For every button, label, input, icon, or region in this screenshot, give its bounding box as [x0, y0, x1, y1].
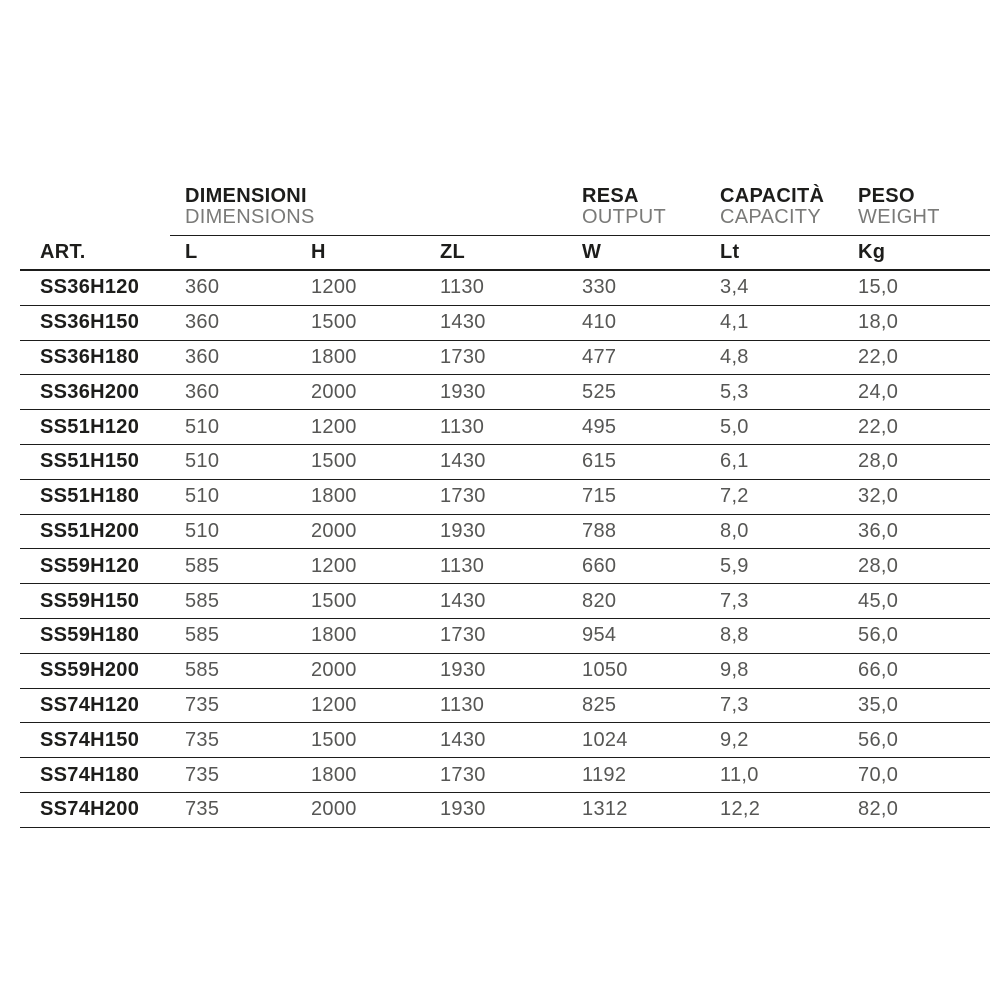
article-code: SS36H120 — [20, 270, 170, 305]
group-weight-label-en: WEIGHT — [858, 206, 940, 228]
spec-value: 715 — [567, 479, 705, 514]
spec-value: 954 — [567, 618, 705, 653]
spec-value: 45,0 — [843, 584, 990, 619]
spec-value: 7,2 — [705, 479, 843, 514]
spec-value: 56,0 — [843, 723, 990, 758]
spec-value: 5,9 — [705, 549, 843, 584]
spec-value: 735 — [170, 792, 296, 827]
spec-value: 1130 — [425, 549, 567, 584]
group-dimensions-label-en: DIMENSIONS — [185, 206, 315, 228]
spec-table — [20, 170, 990, 828]
spec-value: 360 — [170, 305, 296, 340]
spec-value: 1200 — [296, 549, 425, 584]
article-code: SS59H150 — [20, 584, 170, 619]
table-row — [20, 514, 990, 549]
spec-value: 8,8 — [705, 618, 843, 653]
spec-value: 510 — [170, 444, 296, 479]
spec-value: 1430 — [425, 444, 567, 479]
spec-value: 82,0 — [843, 792, 990, 827]
group-capacity-label-en: CAPACITY — [720, 206, 821, 228]
column-header-row — [20, 236, 990, 271]
spec-value: 585 — [170, 584, 296, 619]
spec-value: 66,0 — [843, 653, 990, 688]
article-code: SS36H180 — [20, 340, 170, 375]
spec-value: 1024 — [567, 723, 705, 758]
spec-value: 1500 — [296, 723, 425, 758]
spec-value: 32,0 — [843, 479, 990, 514]
spec-value: 1130 — [425, 688, 567, 723]
spec-value: 360 — [170, 270, 296, 305]
article-code: SS74H150 — [20, 723, 170, 758]
spec-value: 1130 — [425, 410, 567, 445]
spec-value: 510 — [170, 514, 296, 549]
spec-value: 3,4 — [705, 270, 843, 305]
table-body — [20, 270, 990, 827]
spec-value: 1800 — [296, 618, 425, 653]
table-row — [20, 758, 990, 793]
group-capacity-label-it: CAPACITÀ — [720, 185, 825, 207]
group-weight-label-it: PESO — [858, 185, 915, 207]
column-header-h: H — [296, 236, 425, 271]
spec-value: 1930 — [425, 792, 567, 827]
spec-value: 1930 — [425, 653, 567, 688]
spec-value: 1730 — [425, 340, 567, 375]
spec-value: 1930 — [425, 514, 567, 549]
spec-value: 788 — [567, 514, 705, 549]
group-header-spacer — [20, 170, 170, 236]
table-row — [20, 444, 990, 479]
spec-value: 1500 — [296, 584, 425, 619]
spec-value: 360 — [170, 375, 296, 410]
spec-value: 360 — [170, 340, 296, 375]
spec-value: 1430 — [425, 723, 567, 758]
group-header-dimensions — [170, 170, 567, 236]
spec-value: 7,3 — [705, 584, 843, 619]
spec-value: 1130 — [425, 270, 567, 305]
article-code: SS74H200 — [20, 792, 170, 827]
spec-value: 1730 — [425, 618, 567, 653]
table-row — [20, 723, 990, 758]
spec-value: 1800 — [296, 758, 425, 793]
spec-value: 735 — [170, 688, 296, 723]
group-output-label-it: RESA — [582, 185, 639, 207]
spec-value: 1200 — [296, 270, 425, 305]
article-code: SS51H200 — [20, 514, 170, 549]
spec-value: 1730 — [425, 479, 567, 514]
spec-value: 1930 — [425, 375, 567, 410]
spec-value: 1430 — [425, 584, 567, 619]
spec-value: 2000 — [296, 514, 425, 549]
spec-value: 1192 — [567, 758, 705, 793]
table-header — [20, 170, 990, 270]
column-header-zl: ZL — [425, 236, 567, 271]
table-row — [20, 584, 990, 619]
spec-value: 7,3 — [705, 688, 843, 723]
spec-value: 4,8 — [705, 340, 843, 375]
table-row — [20, 618, 990, 653]
column-header-w: W — [567, 236, 705, 271]
column-header-kg: Kg — [843, 236, 990, 271]
spec-value: 1730 — [425, 758, 567, 793]
article-code: SS36H200 — [20, 375, 170, 410]
spec-value: 510 — [170, 410, 296, 445]
article-code: SS59H200 — [20, 653, 170, 688]
spec-value: 510 — [170, 479, 296, 514]
spec-value: 1200 — [296, 688, 425, 723]
spec-value: 1500 — [296, 444, 425, 479]
spec-value: 28,0 — [843, 444, 990, 479]
spec-value: 8,0 — [705, 514, 843, 549]
spec-value: 585 — [170, 618, 296, 653]
article-code: SS74H180 — [20, 758, 170, 793]
spec-value: 35,0 — [843, 688, 990, 723]
spec-value: 477 — [567, 340, 705, 375]
group-output-label-en: OUTPUT — [582, 206, 667, 228]
article-code: SS74H120 — [20, 688, 170, 723]
spec-value: 1800 — [296, 340, 425, 375]
spec-value: 22,0 — [843, 410, 990, 445]
spec-value: 1500 — [296, 305, 425, 340]
spec-value: 56,0 — [843, 618, 990, 653]
article-code: SS51H180 — [20, 479, 170, 514]
spec-value: 330 — [567, 270, 705, 305]
spec-value: 2000 — [296, 653, 425, 688]
article-code: SS59H180 — [20, 618, 170, 653]
table-row — [20, 549, 990, 584]
article-code: SS36H150 — [20, 305, 170, 340]
article-code: SS51H120 — [20, 410, 170, 445]
spec-value: 5,0 — [705, 410, 843, 445]
spec-value: 2000 — [296, 375, 425, 410]
spec-value: 735 — [170, 758, 296, 793]
table-row — [20, 305, 990, 340]
spec-value: 660 — [567, 549, 705, 584]
table-row — [20, 375, 990, 410]
spec-value: 820 — [567, 584, 705, 619]
spec-value: 1800 — [296, 479, 425, 514]
spec-value: 18,0 — [843, 305, 990, 340]
spec-value: 1200 — [296, 410, 425, 445]
table-row — [20, 270, 990, 305]
table-row — [20, 479, 990, 514]
spec-value: 2000 — [296, 792, 425, 827]
spec-value: 22,0 — [843, 340, 990, 375]
spec-value: 6,1 — [705, 444, 843, 479]
spec-value: 36,0 — [843, 514, 990, 549]
group-header-output — [567, 170, 705, 236]
spec-value: 410 — [567, 305, 705, 340]
table-row — [20, 410, 990, 445]
spec-value: 28,0 — [843, 549, 990, 584]
group-header-row — [20, 170, 990, 236]
group-header-capacity — [705, 170, 843, 236]
table-row — [20, 653, 990, 688]
spec-value: 70,0 — [843, 758, 990, 793]
spec-value: 4,1 — [705, 305, 843, 340]
spec-value: 24,0 — [843, 375, 990, 410]
spec-value: 825 — [567, 688, 705, 723]
spec-value: 585 — [170, 549, 296, 584]
table-row — [20, 792, 990, 827]
spec-value: 9,2 — [705, 723, 843, 758]
spec-value: 1430 — [425, 305, 567, 340]
article-code: SS51H150 — [20, 444, 170, 479]
spec-value: 1050 — [567, 653, 705, 688]
spec-value: 615 — [567, 444, 705, 479]
spec-value: 735 — [170, 723, 296, 758]
spec-value: 15,0 — [843, 270, 990, 305]
spec-value: 1312 — [567, 792, 705, 827]
group-header-weight — [843, 170, 990, 236]
column-header-art: ART. — [20, 236, 170, 271]
spec-value: 585 — [170, 653, 296, 688]
spec-value: 525 — [567, 375, 705, 410]
spec-value: 495 — [567, 410, 705, 445]
table-row — [20, 688, 990, 723]
spec-value: 12,2 — [705, 792, 843, 827]
column-header-lt: Lt — [705, 236, 843, 271]
article-code: SS59H120 — [20, 549, 170, 584]
table-row — [20, 340, 990, 375]
group-dimensions-label-it: DIMENSIONI — [185, 185, 307, 207]
column-header-l: L — [170, 236, 296, 271]
spec-value: 11,0 — [705, 758, 843, 793]
spec-value: 5,3 — [705, 375, 843, 410]
spec-value: 9,8 — [705, 653, 843, 688]
